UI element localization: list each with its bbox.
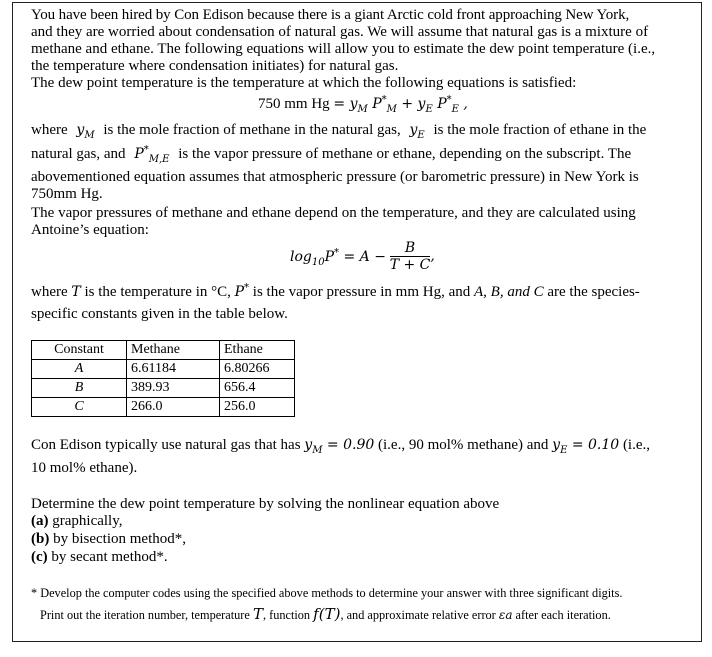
constant-cell: B [32, 379, 127, 398]
table-row [32, 398, 295, 417]
header-ethane: Ethane [220, 341, 295, 360]
intro-line-5: The dew point temperature is the temperature at which the following equations is satisfied: [31, 75, 577, 91]
intro-line-3: methane and ethane. The following equations will allow you to estimate the dew point temperature (i.e., [31, 41, 656, 57]
intro-line-1: You have been hired by Con Edison because there is a giant Arctic cold front approaching New York, [31, 7, 630, 23]
antoine-equation: $\log_{10}P^* = A$ − $\frac{B}{T + C}$ , [290, 240, 435, 273]
composition-line-1: Con Edison typically use natural gas that has $y_M = 0.90$ (i.e., 90 mol% methane) and $y_E = 0.10$ (i.e., [31, 437, 651, 456]
ethane-cell: 6.80266 [220, 360, 295, 379]
ethane-cell: 656.4 [220, 379, 295, 398]
methane-cell: 266.0 [127, 398, 220, 417]
composition-line-2: 10 mol% ethane). [31, 460, 138, 476]
antoine-line-2: Antoine’s equation: [31, 222, 149, 238]
header-constant: Constant [32, 341, 127, 360]
dew-point-equation: 750 mm $Hg = y_M$ $P^*_M + y_E$ $P^*_E$ , [258, 94, 468, 115]
footnote-line-1: * Develop the computer codes using the specified above methods to determine your answer with three significant digits. [31, 586, 623, 600]
header-methane: Methane [127, 341, 220, 360]
table-header-row [32, 341, 295, 360]
where2-line-1: where T is the temperature in °C, P* is the vapor pressure in mm Hg, and A, B, and C are the species- [31, 282, 640, 300]
footnote-line-2: Print out the iteration number, temperature T, function f(T), and approximate relative error εa after each iteration. [40, 605, 611, 623]
methane-cell: 389.93 [127, 379, 220, 398]
ethane-cell: 256.0 [220, 398, 295, 417]
constant-cell: C [32, 398, 127, 417]
antoine-line-1: The vapor pressures of methane and ethane depend on the temperature, and they are calculated using [31, 205, 636, 221]
intro-line-2: and they are worried about condensation of natural gas. We will assume that natural gas is a mixture of [31, 24, 649, 40]
methane-cell: 6.61184 [127, 360, 220, 379]
task-item-c: (c) by secant method*. [31, 549, 168, 565]
where-line-4: 750mm Hg. [31, 186, 103, 202]
where2-line-2: specific constants given in the table below. [31, 306, 288, 322]
antoine-constants-table [31, 340, 295, 417]
task-item-b: (b) by bisection method*, [31, 531, 186, 547]
where-line-3: abovementioned equation assumes that atmospheric pressure (or barometric pressure) in New York is [31, 169, 639, 185]
intro-line-4: the temperature where condensation initiates) for natural gas. [31, 58, 399, 74]
where-line-1: where $y_M$ is the mole fraction of methane in the natural gas, $y_E$ is the mole fraction of ethane in the [31, 122, 647, 141]
task-item-a: (a) graphically, [31, 513, 123, 529]
where-line-2: natural gas, and $P^*_{M,E}$ is the vapor pressure of methane or ethane, depending on the subscript. The [31, 144, 632, 165]
table-row [32, 360, 295, 379]
constant-cell: A [32, 360, 127, 379]
task-intro: Determine the dew point temperature by solving the nonlinear equation above [31, 496, 500, 512]
table-row [32, 379, 295, 398]
